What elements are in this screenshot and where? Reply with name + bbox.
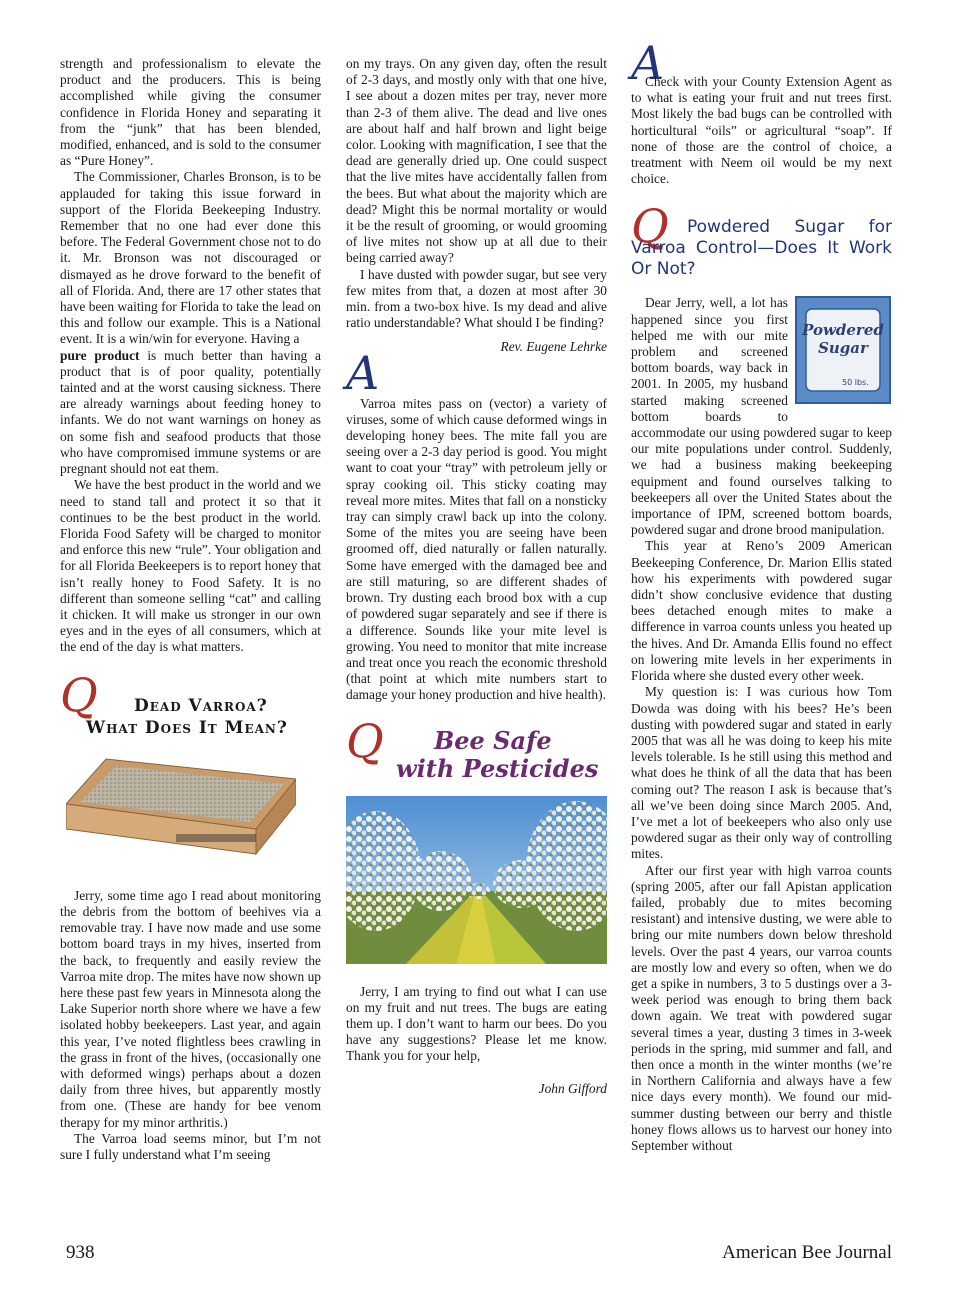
letter-block — [631, 295, 892, 1154]
question-heading-bee-safe — [346, 713, 607, 792]
sugar-label-line-2: Sugar — [818, 339, 868, 358]
journal-name: American Bee Journal — [722, 1242, 892, 1263]
a-letter-icon: A — [346, 345, 380, 400]
paragraph: The Varroa load seems minor, but I’m not sure I fully understand what I’m seeing — [60, 1130, 321, 1162]
sugar-label-line-1: Powdered — [802, 321, 884, 340]
paragraph-text: is much better than having a product that is of poor quality, potentially tainted and at the worst causing sickness. There are already warnings about feeding honey to infants. We do not want warnings on honey as on some fish and seafood products that those who have compromised immune systems or are pregnant should not eat them. — [60, 347, 321, 477]
answer-paragraph: Check with your County Extension Agent as to what is eating your fruit and nut trees first. Most likely the bad bugs can be controlled with horticultural “oils” or agricultural “soap”. If none of those are the control of choice, a treatment with Neem oil would be my next choice. — [631, 74, 892, 187]
question-paragraph: Jerry, I am trying to find out what I can use on my fruit and nut trees. The bugs are eating them up. I don’t want to harm our bees. Do you have any suggestions? Please let me know. Thank you for your help, — [346, 983, 607, 1064]
paragraph-cont — [60, 348, 321, 478]
column-1 — [60, 56, 321, 1163]
page-number: 938 — [66, 1242, 95, 1263]
powdered-sugar-bag-image — [794, 295, 892, 405]
signature-john-gifford: John Gifford — [538, 1080, 607, 1096]
q-letter-icon: Q — [346, 713, 384, 768]
answer-heading — [631, 36, 892, 90]
paragraph: Dear Jerry, well, a lot has happened since you first helped me with our mite problem and screened bottom boards, way back in 2001. In 2005, my husband started making screened bottom boards to accommodate our using powdered sugar to keep our mite populations under control. Suddenly, we had a business making beekeeping equipment and found ourselves talking to beekeepers all over the United States about the importance of IPM, screened bottom boards, powdered sugar and drone brood manipulation. — [631, 295, 892, 538]
paragraph: My question is: I was curious how Tom Dowda was doing with his bees? He’s been dusting with powdered sugar and stated in early 2005 that was all he was doing to keep his mite levels tolerable. Is he still using this method and what does he think of all the data that has been coming out? The reason I ask is because that’s all we’ve been doing since March 2005. And, I’ve met a lot of beekeepers who also only use powdered sugar as their only way of controlling mites. — [631, 684, 892, 862]
paragraph: We have the best product in the world and we need to stand tall and protect it so that it continues to be the best product in the world. Florida Food Safety will be charged to monitor and enforce this new “rule”. Your obligation and for all Florida Beekeepers is to report honey that isn’t really honey to Food Safety. It is no different than someone selling “cat” and calling it chicken. It will make us stronger in our own eyes and in the eyes of all consumers, which at the end of the day is what matters. — [60, 477, 321, 655]
heading-line-2: with Pesticides — [396, 753, 599, 783]
paragraph: This year at Reno’s 2009 American Beekeeping Conference, Dr. Marion Ellis stated how his experiments with powdered sugar didn’t show conclusive evidence that dusting bees detached enough mites to make a difference in varroa counts unless you heated up the hives. And Dr. Amanda Ellis found no effect on lowering mite levels in her experiments in Florida where she dusted every other week. — [631, 538, 892, 684]
paragraph: After our first year with high varroa counts (spring 2005, after our fall Apistan application failed, probably due to mites becoming resistant) and intensive dusting, we were able to bring our mite numbers down below threshold levels. Over the past 4 years, our varroa counts are mostly low and every so often, when we do get a spike in numbers, 3 to 5 dustings over a 3-week period was enough to bring them back down again. We treat with powdered sugar several times a year, dusting 3 times in 3-week periods in the spring, mid summer and fall, and then once a month in the winter months (we’re in Northern California and always have a few nice days every month). We found our mid-summer dusting between our berry and thistle honey flows allows us to harvest our honey into September without — [631, 862, 892, 1153]
q-letter-icon: Q — [60, 667, 98, 722]
paragraph: The Commissioner, Charles Bronson, is to be applauded for taking this issue forward in support of the Florida Beekeeping Industry. Remember that no one had ever done this before. The Federal Government chose not to do it. Mr. Bronson was not discouraged or dismayed as he drove forward to the benefit of all of Florida. And, there are 17 other states that have been waiting for Florida to take the lead on this and follow our example. This is a National event. It is a win/win for everyone. Having a — [60, 169, 321, 347]
heading-text: Powdered Sugar for Varroa Control—Does It Work Or Not? — [631, 217, 892, 280]
tray-image — [66, 754, 321, 868]
column-3 — [631, 36, 892, 1154]
question-heading-powdered-sugar — [631, 199, 892, 283]
paragraph: Jerry, some time ago I read about monitoring the debris from the bottom of beehives via a removable tray. I have now made and use some bottom board trays in my hives, inserted from the back, to frequently and easily review the Varroa mite drop. The mites have now shown up here these past few years in Minnesota along the Lake Superior north shore where we have a few isolated hobby beekeepers. Last year, and again this year, I’ve noted flightless bees crawling in the grass in front of the hives, (occasionally one with deformed wings) perhaps about a dozen daily from three hives, but apparently mostly from one. (These are handy for bee venom therapy for my minor arthritis.) — [60, 887, 321, 1130]
a-letter-icon: A — [631, 36, 665, 90]
heading-line-2: What Does It Mean? — [86, 717, 288, 738]
bottom-board-tray-icon — [66, 754, 296, 864]
paragraph: strength and professionalism to elevate the product and the producers. This is being accomplished while giving the consumer confidence in Florida Honey and separating it from the “junk” that has been blended, modified, enhanced, and is sold to the consumer as “Pure Honey”. — [60, 56, 321, 169]
question-heading-dead-varroa — [60, 667, 321, 738]
column-2 — [346, 56, 607, 1097]
sugar-weight-label: 50 lbs. — [842, 378, 869, 388]
heading-line-1: Bee Safe — [434, 725, 552, 755]
orchard-photo-image — [346, 796, 607, 964]
q-letter-icon: Q — [631, 199, 669, 254]
paragraph: on my trays. On any given day, often the result of 2-3 days, and mostly only with that one hive, I see about a dozen mites per tray, never more than 2-3 of them alive. The dead and live ones are about half and half brown and light beige color. Looking with magnification, I see that the dead are generally dried up. One could suspect that the live mites have accidentally fallen from the bees. But what about the majority which are dead? Might this be normal mortality or would it be the result of grooming, or would grooming of live mites not show up at all due to their being carried away? — [346, 56, 607, 266]
signature-eugene-lehrke: Rev. Eugene Lehrke — [500, 339, 607, 355]
heading-line-1: Dead Varroa? — [134, 695, 268, 716]
paragraph: I have dusted with powder sugar, but see very few mites from that, a dozen at most after 30 min. from a two-box hive. Is my dead and alive ratio understandable? What should I be finding? — [346, 266, 607, 331]
answer-paragraph: Varroa mites pass on (vector) a variety of viruses, some of which cause deformed wings in developing honey bees. The mite fall you are seeing over a 2-3 day period is good. You might want to coat your “tray” with petroleum jelly or spray cooking oil. This sticky coating may reveal more mites. Mites that fall on a nonsticky tray can simply crawl back up into the colony. Some of the mites you are seeing have been groomed off, died naturally or fallen naturally. Some have emerged with the damaged bee and are still maturing, so are different shades of brown. Try dusting each brood box with a cup of powdered sugar separately and see if there is a difference. Sounds like your mite level is growing. You need to monitor that mite increase and treat once you reach the economic threshold (that point at which mite numbers start to damage your honey production and hive health). — [346, 395, 607, 703]
emphasis-pure-product: pure product — [60, 347, 140, 363]
